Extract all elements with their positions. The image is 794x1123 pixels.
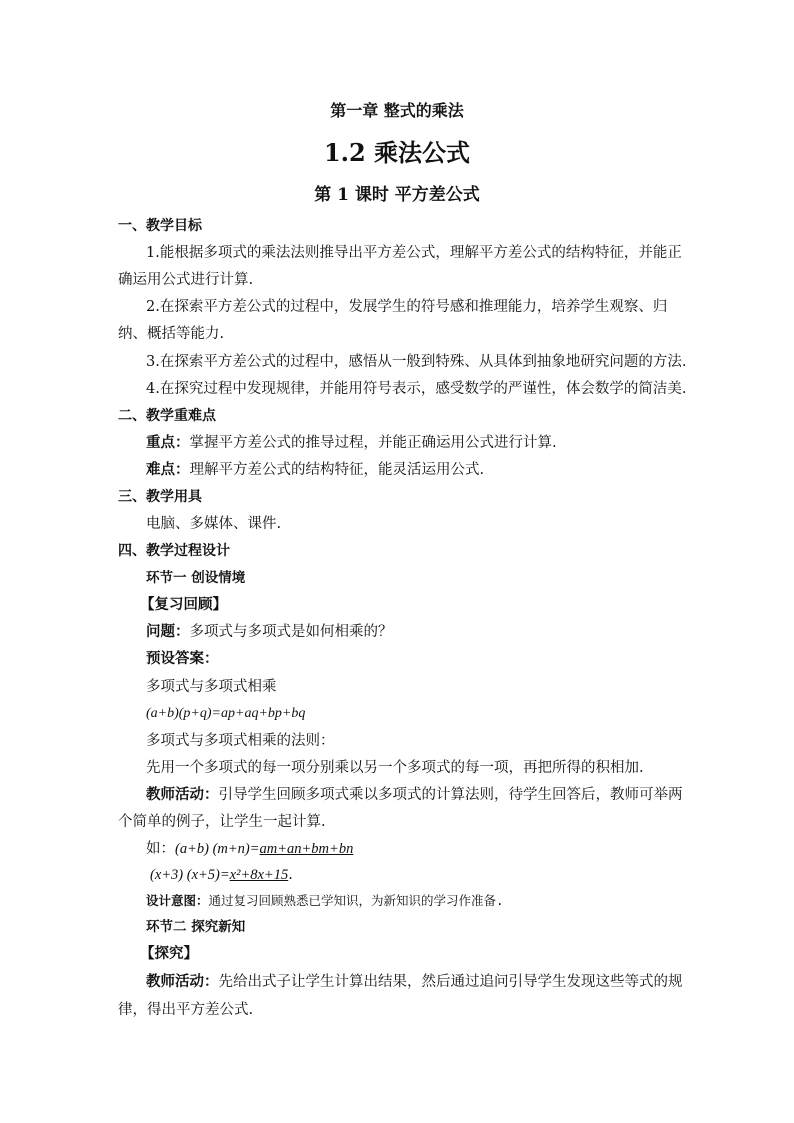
design-intent-text: 通过复习回顾熟悉已学知识，为新知识的学习作准备.	[208, 893, 504, 908]
difficulty-line	[146, 460, 484, 480]
example-2-end: .	[288, 867, 293, 883]
explore-heading: 【探究】	[140, 945, 198, 962]
step-1-title: 环节一 创设情境	[146, 570, 246, 586]
question-label: 问题：	[146, 623, 190, 640]
section-heading-key-points: 二、教学重难点	[118, 408, 216, 424]
teacher-activity-2-label: 教师活动：	[146, 973, 219, 990]
step-2-title: 环节二 探究新知	[146, 919, 246, 935]
example-label: 如：	[146, 841, 175, 857]
formula-line: (a+b)(p+q)=ap+aq+bp+bq	[146, 706, 306, 721]
objective-2-line-1: 2.在探索平方差公式的过程中，发展学生的符号感和推理能力，培养学生观察、归	[146, 299, 668, 315]
teacher-activity-label: 教师活动：	[146, 786, 219, 803]
teacher-activity-2-line-1	[146, 972, 683, 992]
example-line-2	[150, 865, 293, 885]
example-line-1	[146, 839, 353, 859]
key-point-line	[146, 433, 557, 453]
chapter-title: 第一章 整式的乘法	[330, 101, 464, 120]
question-line	[146, 622, 393, 642]
example-2-left: (x+3) (x+5)=	[150, 867, 230, 883]
objective-1-line-2: 确运用公式进行计算.	[118, 272, 254, 288]
objective-2-line-2: 纳、概括等能力.	[118, 326, 225, 342]
difficulty-text: 理解平方差公式的结构特征，能灵活运用公式.	[189, 462, 485, 478]
key-point-text: 掌握平方差公式的推导过程，并能正确运用公式进行计算.	[189, 435, 557, 451]
teacher-activity-text: 引导学生回顾多项式乘以多项式的计算法则，待学生回答后，教师可举两	[218, 787, 683, 803]
teacher-activity-2-text: 先给出式子让学生计算出结果，然后通过追问引导学生发现这些等式的规	[218, 974, 683, 990]
answer-line-1: 多项式与多项式相乘	[146, 679, 277, 695]
rule-heading: 多项式与多项式相乘的法则：	[146, 733, 335, 749]
question-text: 多项式与多项式是如何相乘的？	[189, 624, 393, 640]
design-intent-label: 设计意图：	[146, 893, 209, 908]
rule-text: 先用一个多项式的每一项分别乘以另一个多项式的每一项，再把所得的积相加.	[146, 760, 644, 776]
section-heading-objectives: 一、教学目标	[118, 218, 202, 234]
objective-1-line-1: 1.能根据多项式的乘法法则推导出平方差公式，理解平方差公式的结构特征，并能正	[146, 245, 682, 261]
objective-3: 3.在探索平方差公式的过程中，感悟从一般到特殊、从具体到抽象地研究问题的方法.	[146, 354, 687, 370]
design-intent-line	[146, 891, 504, 911]
example-2-right: x²+8x+15	[229, 867, 289, 883]
section-heading-tools: 三、教学用具	[118, 489, 202, 505]
review-heading: 【复习回顾】	[140, 596, 227, 613]
key-point-label: 重点：	[146, 434, 190, 451]
example-1-right: am+an+bm+bn	[259, 841, 354, 857]
section-title: 1.2 乘法公式	[323, 138, 471, 167]
teacher-activity-2-line-2: 律，得出平方差公式.	[118, 1002, 254, 1018]
lesson-title: 第 1 课时 平方差公式	[314, 185, 480, 205]
difficulty-label: 难点：	[146, 461, 190, 478]
objective-4: 4.在探究过程中发现规律，并能用符号表示，感受数学的严谨性，体会数学的简洁美.	[146, 381, 687, 397]
teacher-activity-line-2: 个简单的例子，让学生一起计算.	[118, 814, 326, 830]
tools-text: 电脑、多媒体、课件.	[146, 516, 282, 532]
teacher-activity-line-1	[146, 785, 683, 805]
preset-answer-label: 预设答案：	[146, 650, 219, 667]
section-heading-process: 四、教学过程设计	[118, 543, 230, 559]
example-1-left: (a+b) (m+n)=	[175, 841, 260, 857]
